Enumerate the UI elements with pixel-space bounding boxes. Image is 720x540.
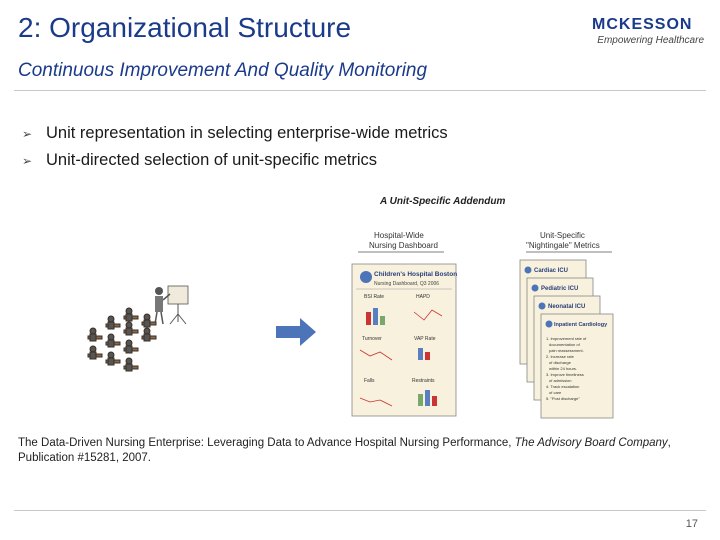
- logo-tagline: Empowering Healthcare: [597, 35, 704, 46]
- unit-card-text: pain reassessment.: [549, 348, 584, 353]
- metric-label: VAP Rate: [414, 336, 436, 342]
- dashboard-caption-line1: Hospital-Wide: [374, 231, 424, 240]
- figure-heading: A Unit-Specific Addendum: [380, 196, 506, 207]
- nursing-dashboard: [352, 264, 457, 416]
- presenter-icon: [155, 286, 188, 324]
- unit-card-text: 3. Improve timeliness: [546, 372, 584, 377]
- arrowhead-bullet-icon: ➢: [22, 126, 33, 141]
- unit-card-text: of care: [549, 390, 562, 395]
- unit-card-text: 5. "Post discharge": [546, 396, 580, 401]
- bullet-item: [22, 124, 448, 143]
- unit-card-text: 1. Improvement rate of: [546, 336, 587, 341]
- page-number: 17: [685, 518, 698, 530]
- metric-label: Restraints: [412, 378, 435, 384]
- unit-card: [541, 314, 613, 418]
- citation-text: The Data-Driven Nursing Enterprise: Leveraging Data to Advance Hospital Nursing Performance,: [18, 437, 515, 449]
- metric-label: BSI Rate: [364, 294, 385, 300]
- unit-card-text: within 24 hours.: [549, 366, 578, 371]
- nightingale-caption-line1: Unit-Specific: [540, 231, 585, 240]
- unit-card-text: of discharge: [549, 360, 571, 365]
- citation: [18, 436, 708, 466]
- citation-publication: Publication #15281, 2007.: [18, 452, 151, 464]
- citation-publisher: The Advisory Board Company: [514, 437, 668, 449]
- dashboard-caption-line2: Nursing Dashboard: [369, 241, 438, 250]
- bullet-text: Unit representation in selecting enterprise-wide metrics: [46, 124, 448, 142]
- dashboard-subtitle: Nursing Dashboard, Q3 2006: [374, 281, 440, 287]
- slide-subtitle: Continuous Improvement And Quality Monitoring: [18, 60, 428, 81]
- nightingale-caption-line2: "Nightingale" Metrics: [526, 241, 600, 250]
- unit-card-text: of admission: [549, 378, 572, 383]
- metric-label: Falls: [364, 378, 375, 384]
- unit-card-title: Neonatal ICU: [548, 304, 586, 310]
- metric-label: Turnover: [362, 336, 382, 342]
- logo-brand: MCKESSON: [592, 16, 693, 33]
- unit-card-text: documentation of: [549, 342, 580, 347]
- metric-label: HAPD: [416, 294, 430, 300]
- bullet-list: [22, 124, 448, 178]
- unit-specific-addendum-illustration: [80, 190, 640, 430]
- arrowhead-bullet-icon: ➢: [22, 153, 33, 168]
- citation-punct: ,: [667, 437, 671, 449]
- dashboard-title: Children's Hospital Boston: [374, 271, 458, 278]
- unit-card-title: Pediatric ICU: [541, 286, 579, 292]
- slide-title: 2: Organizational Structure: [18, 12, 352, 43]
- audience-icon: [88, 308, 156, 371]
- right-arrow-icon: [276, 318, 316, 346]
- bullet-text: Unit-directed selection of unit-specific metrics: [46, 151, 378, 169]
- unit-card-title: Cardiac ICU: [534, 268, 569, 274]
- header-divider: [14, 90, 706, 91]
- unit-card-text: 2. Increase rate: [546, 354, 574, 359]
- footer-divider: [14, 510, 706, 511]
- unit-card-text: 4. Track escalation: [546, 384, 580, 389]
- mckesson-logo: [592, 16, 704, 48]
- bullet-item: [22, 151, 448, 170]
- unit-card-title: Inpatient Cardiology: [554, 322, 608, 328]
